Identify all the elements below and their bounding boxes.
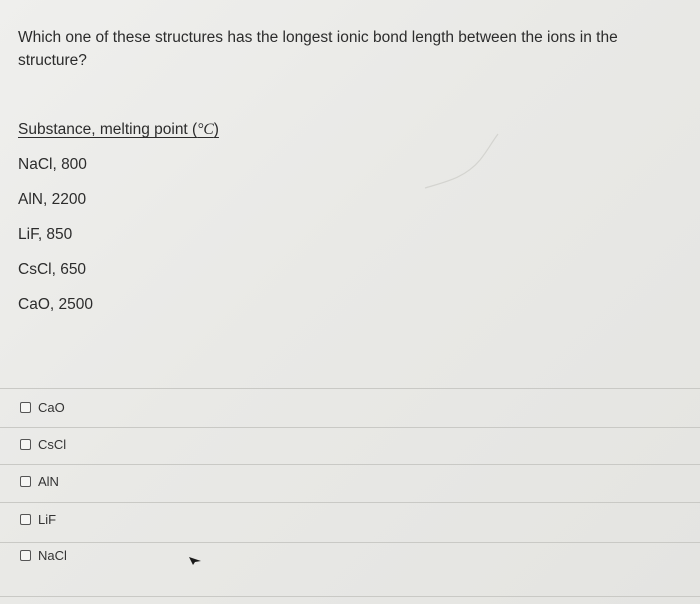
table-header-close: ) — [213, 121, 219, 138]
table-header-text: Substance, melting point ( — [18, 121, 198, 138]
substance-row: CaO, 2500 — [18, 296, 93, 313]
divider — [0, 427, 700, 428]
answer-option-lif[interactable] — [20, 510, 56, 528]
substance-row: CsCl, 650 — [18, 261, 87, 278]
pen-mark — [420, 130, 510, 200]
checkbox[interactable] — [20, 550, 31, 561]
substance-row: AlN, 2200 — [18, 191, 87, 208]
mouse-cursor-icon — [188, 552, 202, 566]
table-header — [18, 121, 219, 139]
option-label: CaO — [38, 399, 65, 415]
option-label: CsCl — [38, 436, 67, 452]
option-label: LiF — [38, 511, 57, 527]
question-text: Which one of these structures has the longest ionic bond length between the ions in the structure? — [18, 29, 618, 69]
checkbox[interactable] — [20, 402, 31, 413]
table-header-unit: °C — [197, 121, 214, 138]
checkbox[interactable] — [20, 439, 31, 450]
answer-option-cao[interactable] — [20, 398, 65, 416]
answer-option-cscl[interactable] — [20, 435, 66, 453]
divider — [0, 464, 700, 465]
answer-option-nacl[interactable] — [20, 546, 67, 564]
divider — [0, 502, 700, 503]
divider — [0, 388, 700, 389]
checkbox[interactable] — [20, 514, 31, 525]
divider — [0, 542, 700, 543]
checkbox[interactable] — [20, 476, 31, 487]
substance-row: NaCl, 800 — [18, 156, 87, 173]
answer-option-aln[interactable] — [20, 472, 59, 490]
divider — [0, 596, 700, 597]
option-label: AlN — [38, 473, 59, 489]
option-label: NaCl — [38, 547, 67, 563]
substance-row: LiF, 850 — [18, 226, 73, 243]
